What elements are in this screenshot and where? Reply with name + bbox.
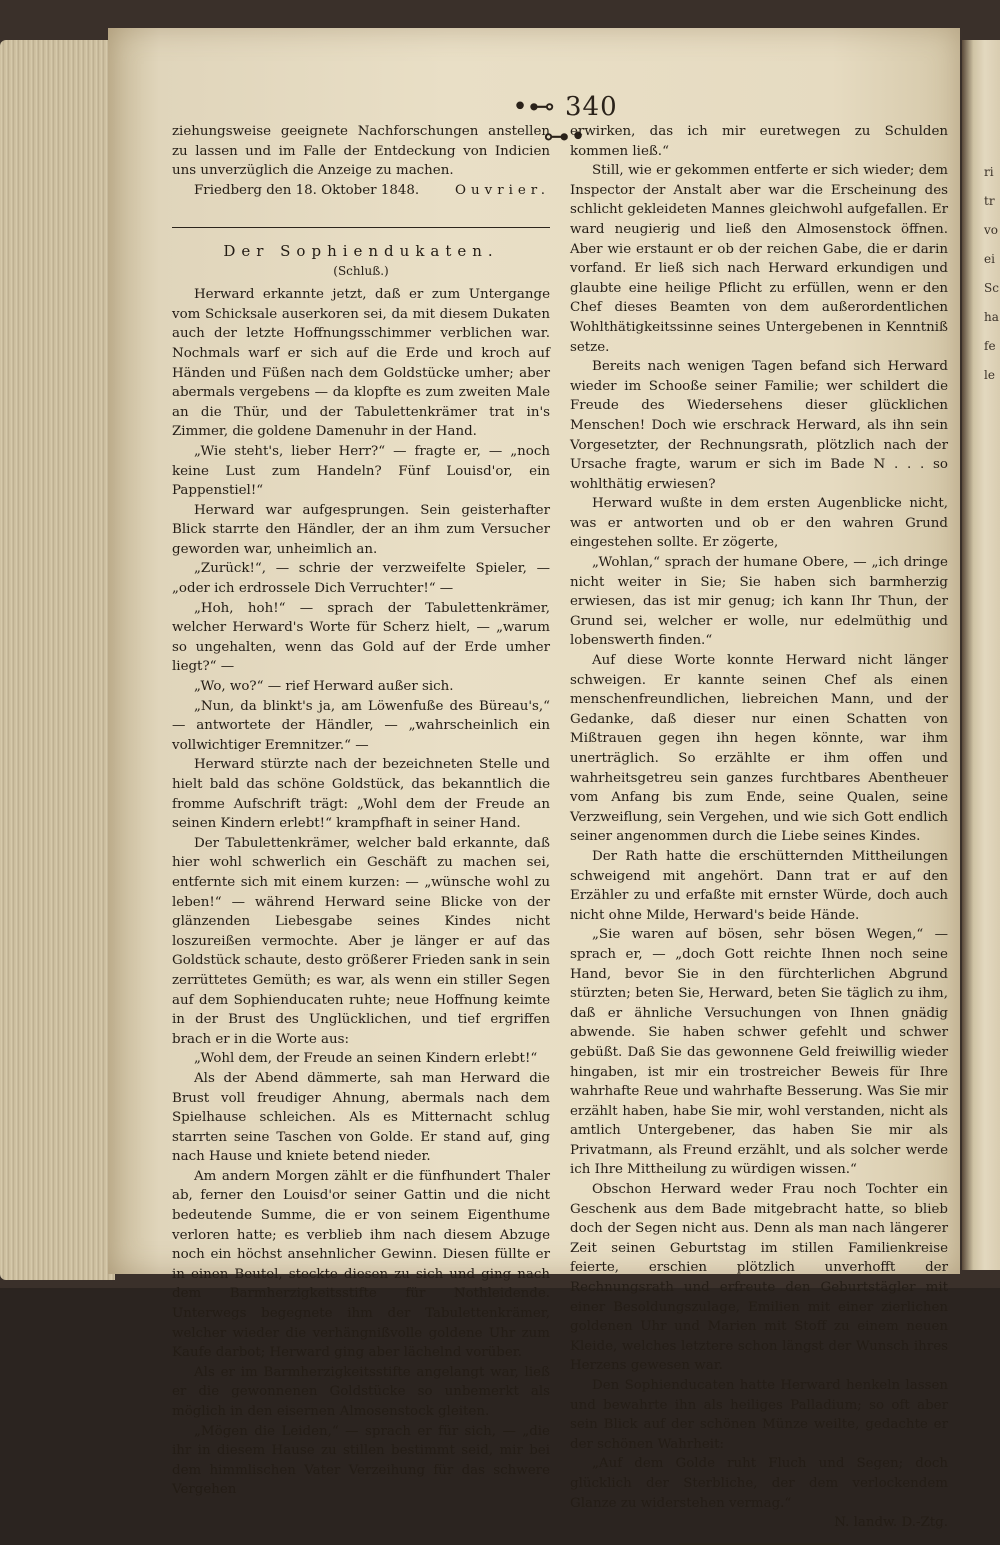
signature: Ouvrier. bbox=[455, 183, 550, 199]
paragraph: Am andern Morgen zählt er die fünfhundert Thaler ab, ferner den Louisd'or seiner Gattin und die nicht bedeutende Summe, die er von seinem Eigenthume verloren hatte; es verblieb ihm nach diesem Abzuge noch ein höchst ansehnlicher Gewinn. Diesen füllte er in einen Beutel, steckte diesen zu sich und ging nach dem Barmherzigkeitsstifte für Nothleidende. Unterwegs begegnete ihm der Tabulettenkrämer, welcher wieder die verhängnißvolle goldene Uhr zum Kaufe darbot; Herward ging aber lächelnd vorüber. bbox=[172, 1168, 550, 1361]
article-subtitle: (Schluß.) bbox=[333, 263, 389, 278]
paragraph: „Nun, da blinkt's ja, am Löwenfuße des Büreau's,“ — antwortete der Händler, — „wahrscheinlich ein vollwichtiger Eremnitzer.“ — bbox=[172, 698, 550, 753]
right-column bbox=[570, 122, 948, 1545]
next-page-fragment: tr bbox=[984, 194, 995, 208]
paragraph: „Zurück!“, — schrie der verzweifelte Spieler, — „oder ich erdrossele Dich Verruchter!“ — bbox=[172, 561, 550, 597]
page-stack-left bbox=[0, 40, 115, 1280]
paragraph: „Hoh, hoh!“ — sprach der Tabulettenkrämer, welcher Herward's Worte für Scherz hielt, — „warum so ungehalten, wenn das Gold auf der Erde umher liegt?“ — bbox=[172, 600, 550, 675]
paragraph: Herward war aufgesprungen. Sein geisterhafter Blick starrte den Händler, der an ihm zum Versucher geworden war, unheimlich an. bbox=[172, 502, 550, 557]
paragraph: Als er im Barmherzigkeitsstifte angelangt war, ließ er die gewonnenen Goldstücke so unbemerkt als möglich in den eisernen Almosenstock gleiten. bbox=[172, 1364, 550, 1419]
paragraph: „Wie steht's, lieber Herr?“ — fragte er, — „noch keine Lust zum Handeln? Fünf Louisd'or, ein Pappenstiel!“ bbox=[172, 443, 550, 499]
paragraph: „Sie waren auf bösen, sehr bösen Wegen,“ — sprach er, — „doch Gott reichte Ihnen noch seine Hand, bevor Sie in den fürchterlichen Abgrund stürzten; beten Sie, Herward, beten Sie täglich zu ihm, daß er ähnliche Versuchungen von Ihnen gnädig abwende. Sie haben schwer gefehlt und schwer gebüßt. Daß Sie das gewonnene Geld freiwillig wieder hingaben, ist mir ein trostreicher Beweis für Ihre wahrhafte Reue und wahrhafte Besserung. Was Sie mir erzählt haben, habe Sie mir, wohl verstanden, nicht als amtlich Untergebener, das haben Sie mir als Privatmann, als Freund erzählt, und als solcher werde ich Ihre Mittheilung zu würdigen wissen.“ bbox=[570, 927, 948, 1178]
paragraph: Still, wie er gekommen entferte er sich wieder; dem Inspector der Anstalt aber war die Erscheinung des schlicht gekleideten Mannes gleichwohl aufgefallen. Er ward neugierig und ließ den Almosenstock öffnen. Aber wie erstaunt er ob der reichen Gabe, die er darin vorfand. Er ließ sich nach Herward erkundigen und glaubte eine heilige Pflicht zu erfüllen, wenn er den Chef dieses Beamten von dem außerordentlichen Wohlthätigkeitssinne seines Untergebenen in Kenntniß setze. bbox=[570, 163, 948, 355]
paragraph: Obschon Herward weder Frau noch Tochter ein Geschenk aus dem Bade mitgebracht hatte, so blieb doch der Segen nicht aus. Denn als man nach längerer Zeit seinen Geburtstag im stillen Familienkreise feierte, erschien plötzlich unverhofft der Rechnungsrath und erfreute den Geburtstägler mit einer Besoldungszulage, Emilien mit einer zierlichen goldenen Uhr und Marien mit Stoff zu einem neuen Kleide, welches letztere schon längst der Wunsch ihres Herzens gewesen war. bbox=[570, 1182, 948, 1374]
next-page-fragment: fe bbox=[984, 339, 996, 353]
next-page-fragment: vo bbox=[984, 223, 999, 237]
intro-paragraph: ziehungsweise geeignete Nachforschungen anstellen zu lassen und im Falle der Entdeckung von Indicien uns unverzüglich die Anzeige zu machen. bbox=[172, 124, 550, 179]
ornament-left: •⊷ bbox=[512, 92, 556, 122]
next-page-fragment: le bbox=[984, 368, 995, 382]
paragraph: Herward erkannte jetzt, daß er zum Untergange vom Schicksale auserkoren sei, da mit diesem Dukaten auch der letzte Hoffnungsschimmer verblichen war. Nochmals warf er sich auf die Erde und kroch auf Händen und Füßen nach dem Goldstücke umher; aber abermals vergebens — da klopfte es zum zweiten Male an die Thür, und der Tabulettenkrämer trat in's Zimmer, die goldene Damenuhr in der Hand. bbox=[172, 287, 550, 440]
next-page-edge bbox=[962, 40, 1000, 1270]
paragraph: Herward wußte in dem ersten Augenblicke nicht, was er antworten und ob er den wahren Grund eingestehen sollte. Er zögerte, bbox=[570, 496, 948, 551]
paragraph: Der Tabulettenkrämer, welcher bald erkannte, daß hier wohl schwerlich ein Geschäft zu machen sei, entfernte sich mit einem kurzen: — „wünsche wohl zu leben!“ — während Herward seine Blicke von der glänzenden Liebesgabe seines Kindes nicht loszureißen vermochte. Aber je länger er auf das Goldstück schaute, desto größerer Frieden sank in sein zerrüttetes Gemüth; es war, als wenn ein stiller Segen auf dem Sophienducaten ruhte; neue Hoffnung keimte in der Brust des Unglücklichen, und tief ergriffen brach er in die Worte aus: bbox=[172, 835, 550, 1047]
paragraph: Auf diese Worte konnte Herward nicht länger schweigen. Er kannte seinen Chef als einen menschenfreundlichen, liebreichen Mann, und der Gedanke, daß dieser nur einen Schatten von Mißtrauen gegen ihn hegen könnte, war ihm unerträglich. So erzählte er ihm offen und wahrheitsgetreu sein ganzes furchtbares Abentheuer vom Anfang bis zum Ende, seine Qualen, seine Verzweiflung, sein Vergehen, und wie sich Gott endlich seiner angenommen durch die Liebe seines Kindes. bbox=[570, 653, 948, 845]
next-page-fragment: ei bbox=[984, 252, 995, 266]
article-title: Der Sophiendukaten. bbox=[172, 227, 550, 262]
end-rule bbox=[679, 1543, 839, 1545]
paragraph: „Wo, wo?“ — rief Herward außer sich. bbox=[194, 679, 454, 695]
next-page-fragment: ha bbox=[984, 310, 999, 324]
paragraph: Herward stürzte nach der bezeichneten Stelle und hielt bald das schöne Goldstück, das bekanntlich die fromme Aufschrift trägt: „Wohl dem der Freude an seinen Kindern erlebt!“ krampfhaft in seiner Hand. bbox=[172, 757, 550, 832]
left-column bbox=[172, 122, 550, 1500]
paragraph: Der Rath hatte die erschütternden Mittheilungen schweigend mit angehört. Dann trat er auf den Erzähler zu und erfaßte mit ernster Würde, doch auch nicht ohne Milde, Herward's beide Hände. bbox=[570, 848, 948, 923]
paragraph: Als der Abend dämmerte, sah man Herward die Brust voll freudiger Ahnung, abermals nach dem Spielhause schleichen. Als es Mitternacht schlug starrten seine Taschen von Golde. Er stand auf, ging nach Hause und kniete betend nieder. bbox=[172, 1070, 550, 1165]
paragraph: „Mögen die Leiden,“ — sprach er für sich, — „die ihr in diesem Hause zu stillen bestimmt seid, mir bei dem himmlischen Vater Verzeihung für das schwere Vergehen bbox=[172, 1423, 550, 1498]
paragraph: erwirken, das ich mir euretwegen zu Schulden kommen ließ.“ bbox=[570, 124, 948, 159]
paragraph: „Wohl dem, der Freude an seinen Kindern erlebt!“ bbox=[194, 1051, 538, 1067]
source-citation: N. landw. D.-Ztg. bbox=[834, 1515, 948, 1531]
page-number-value: 340 bbox=[564, 92, 618, 122]
paragraph: Den Sophienducaten hatte Herward henkeln lassen und bewahrte ihn als heiliges Palladium; so oft aber sein Blick auf der schönen Münze weilte, gedachte er der schönen Wahrheit: bbox=[570, 1378, 948, 1452]
paragraph: Bereits nach wenigen Tagen befand sich Herward wieder im Schooße seiner Familie; wer schildert die Freude des Wiedersehens dieser glücklichen Menschen! Doch wie erschrack Herward, als ihn sein Vorgesetzter, der Rechnungsrath, plötzlich nach der Ursache fragte, warum er sich im Bade N . . . so wohlthätig erwiesen? bbox=[570, 359, 948, 492]
ornament-right: ⊶• bbox=[543, 122, 587, 152]
dateline: Friedberg den 18. Oktober 1848. bbox=[194, 182, 420, 198]
next-page-fragment: ri bbox=[984, 165, 994, 179]
next-page-fragment: Sc bbox=[984, 281, 999, 295]
closing-quote: „Auf dem Golde ruht Fluch und Segen; doch glücklich der Sterbliche, der dem verlockendem Glanze zu widerstehen vermag.“ bbox=[570, 1456, 948, 1511]
paragraph: „Wohlan,“ sprach der humane Obere, — „ich dringe nicht weiter in Sie; Sie haben sich barmherzig erwiesen, das ist mir genug; ich kann Ihr Thun, der Grund sei, welcher er wolle, nur edelmüthig und lobenswerth finden.“ bbox=[570, 555, 948, 649]
